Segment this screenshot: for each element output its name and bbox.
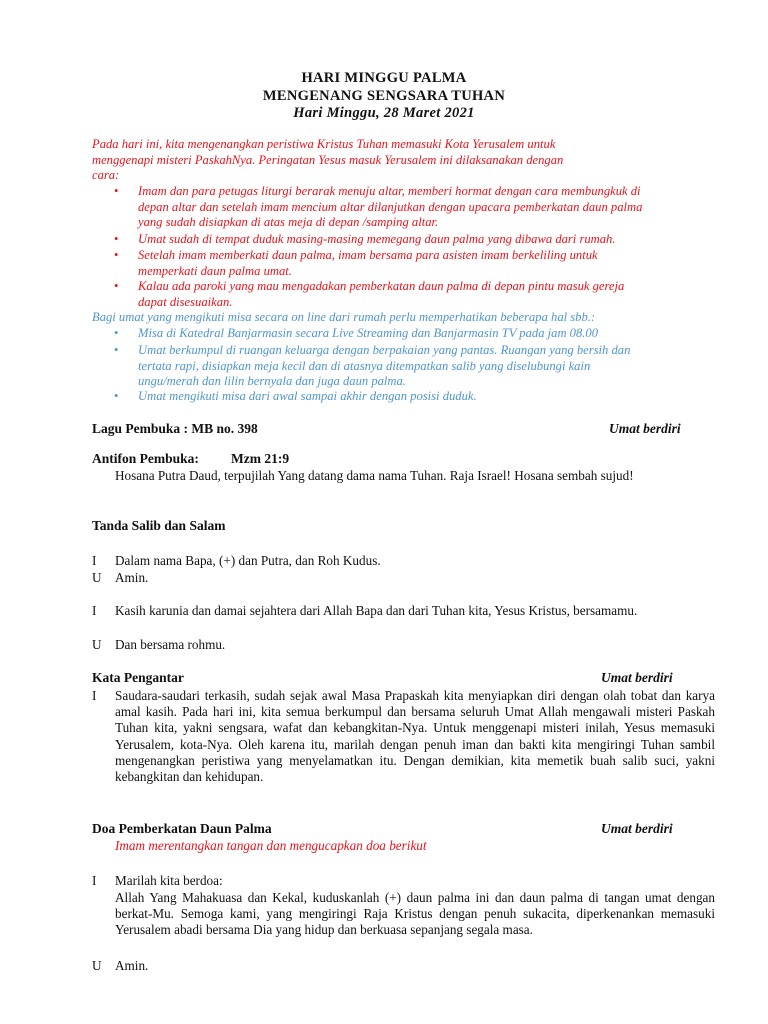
doa-invitation: Marilah kita berdoa: [115, 873, 223, 888]
role-label: U [92, 637, 102, 652]
lagu-pembuka-heading: Lagu Pembuka : MB no. 398 [92, 421, 258, 436]
kata-pengantar-heading: Kata Pengantar [92, 670, 184, 685]
intro-bullet-4: • Kalau ada paroki yang mau mengadakan pemberkatan daun palma di depan pintu masuk gereja dapat disesuaikan. [114, 279, 625, 309]
role-label: I [92, 688, 97, 703]
title-date: Hari Minggu, 28 Maret 2021 [293, 105, 475, 121]
online-intro: Bagi umat yang mengikuti misa secara on line dari rumah perlu memperhatikan beberapa hal sbb.: [92, 310, 596, 324]
intro-bullet-3: • Setelah imam memberkati daun palma, imam bersama para asisten imam berkeliling untuk memperkati daun palma umat. [114, 248, 598, 278]
lagu-posture-note: Umat berdiri [609, 421, 681, 436]
pengantar-posture-note: Umat berdiri [601, 670, 673, 685]
doa-posture-note: Umat berdiri [601, 821, 673, 836]
intro-paragraph: Pada hari ini, kita mengenangkan peristiwa Kristus Tuhan memasuki Kota Yerusalem untuk menggenapi misteri PaskahNya. Peringatan Yesus masuk Yerusalem ini dilaksanakan dengan cara: [92, 137, 564, 183]
role-label: U [92, 570, 102, 585]
online-bullet-3: • Umat mengikuti misa dari awal sampai akhir dengan posisi duduk. [114, 389, 477, 403]
doa-text: Allah Yang Mahakuasa dan Kekal, kuduskanlah (+) daun palma ini dan daun palma di tangan umat dengan berkat-Mu. Semoga kami, yang mengiringi Raja Kristus dengan penuh sukacita, diperkenankan memasuki Yerusalem abadi bersama Dia yang hidup dan berkuasa sepanjang segala masa. [115, 890, 715, 938]
tanda-line-3: Kasih karunia dan damai sejahtera dari Allah Bapa dan dari Tuhan kita, Yesus Kristus, bersamamu. [115, 603, 638, 618]
role-label: I [92, 603, 97, 618]
title-line-2: MENGENANG SENGSARA TUHAN [262, 88, 506, 104]
doa-rubric: Imam merentangkan tangan dan mengucapkan doa berikut [115, 838, 427, 853]
online-bullet-2: • Umat berkumpul di ruangan keluarga dengan berpakaian yang pantas. Ruangan yang bersih dan tertata rapi, disiapkan meja kecil dan di atasnya ditempatkan salib yang diselubungi kain ungu/merah dan lilin bernyala dan juga daun palma. [114, 343, 631, 389]
tanda-line-2: Amin. [115, 570, 149, 585]
kata-pengantar-text: Saudara-saudari terkasih, sudah sejak awal Masa Prapaskah kita menyiapkan diri dengan olah tobat dan karya amal kasih. Pada hari ini, kita semua berkumpul dan bersama seluruh Umat Allah mengawali misteri Paskah Tuhan kita, yakni sengsara, wafat dan kebangkitan-Nya. Untuk menggenapi misteri inilah, Yesus memasuki Yerusalem, kota-Nya. Oleh karena itu, marilah dengan penuh iman dan bakti kita mengiringi Tuhan sambil mengenangkan peristiwa yang menyelamatkan itu. Dengan demikian, kita memetik buah salib suci, yakni kebangkitan dan kehidupan. [115, 688, 715, 785]
antifon-heading: Antifon Pembuka: [92, 451, 199, 466]
intro-bullet-2: • Umat sudah di tempat duduk masing-masing memegang daun palma yang dibawa dari rumah. [114, 232, 616, 246]
antifon-reference: Mzm 21:9 [231, 451, 290, 466]
tanda-salib-heading: Tanda Salib dan Salam [92, 518, 226, 533]
online-bullet-1: • Misa di Katedral Banjarmasin secara Live Streaming dan Banjarmasin TV pada jam 08.00 [114, 326, 599, 340]
doa-amen: Amin. [115, 958, 149, 973]
title-line-1: HARI MINGGU PALMA [301, 70, 467, 86]
doa-pemberkatan-heading: Doa Pemberkatan Daun Palma [92, 821, 272, 836]
tanda-line-1: Dalam nama Bapa, (+) dan Putra, dan Roh Kudus. [115, 553, 381, 568]
role-label: U [92, 958, 102, 973]
role-label: I [92, 553, 97, 568]
role-label: I [92, 873, 97, 888]
intro-bullet-1: • Imam dan para petugas liturgi berarak menuju altar, memberi hormat dengan cara membungkuk di depan altar dan setelah imam mencium altar dilanjutkan dengan upacara pemberkatan daun palma yang sudah disiapkan di atas meja di depan /samping altar. [114, 184, 643, 230]
antifon-text: Hosana Putra Daud, terpujilah Yang datang dama nama Tuhan. Raja Israel! Hosana sembah sujud! [115, 468, 634, 483]
tanda-line-4: Dan bersama rohmu. [115, 637, 226, 652]
